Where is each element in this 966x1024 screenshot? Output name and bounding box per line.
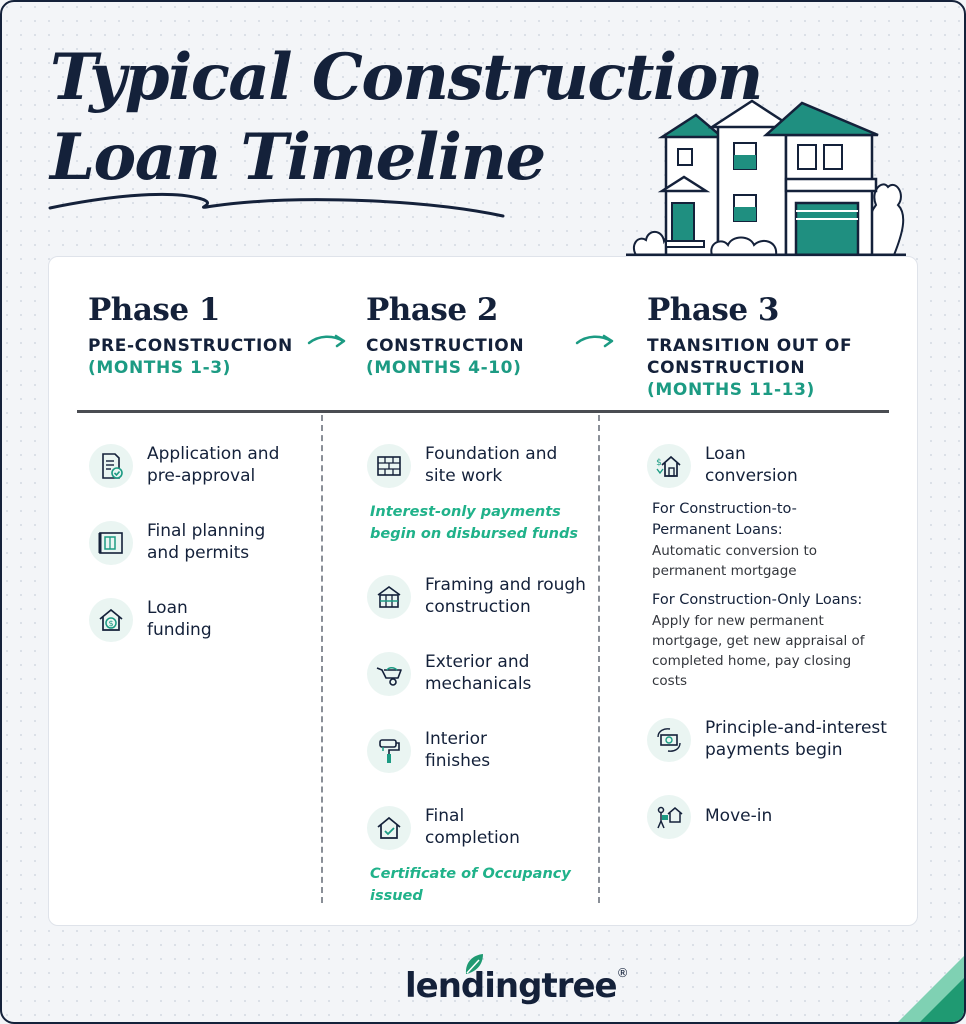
item-label: Final completion — [425, 806, 520, 848]
house-check-icon — [367, 806, 411, 850]
phase-2-subtitle: CONSTRUCTION — [366, 336, 525, 356]
framing-icon — [367, 575, 411, 619]
list-item — [647, 794, 772, 839]
item-label: Application and pre-approval — [147, 444, 280, 486]
list-item — [647, 443, 798, 488]
item-label: Principle-and-interest payments begin — [705, 718, 887, 760]
title-underline — [48, 188, 508, 218]
phase-3-subtitle-2: CONSTRUCTION — [647, 358, 806, 378]
list-item — [367, 574, 586, 619]
item-label: Framing and rough construction — [425, 575, 586, 617]
list-item — [89, 443, 279, 488]
wheelbarrow-icon — [367, 652, 411, 696]
phase-1-months: (MONTHS 1-3) — [88, 358, 232, 378]
item-label: Interior finishes — [425, 729, 491, 771]
item-label: Final planning and permits — [147, 521, 266, 563]
construction-to-permanent-note: For Construction-to- Permanent Loans: Automatic conversion to permanent mortgage — [652, 501, 818, 579]
list-item — [647, 717, 887, 762]
item-label: Foundation and site work — [425, 444, 558, 486]
item-label: Loan conversion — [705, 444, 798, 486]
list-item — [89, 597, 212, 642]
header-divider — [77, 410, 889, 413]
interest-only-note: Interest-only payments begin on disbursed funds — [370, 504, 578, 542]
phase-1-title: Phase 1 — [88, 292, 220, 328]
person-boxes-icon — [647, 795, 691, 839]
timeline-card — [48, 256, 918, 926]
list-item — [367, 443, 557, 488]
brand-logo: lendingtree® — [405, 966, 628, 1006]
title-line-1: Typical Construction — [50, 40, 762, 115]
list-item — [367, 651, 531, 696]
corner-accent — [896, 954, 966, 1024]
column-divider — [598, 415, 600, 903]
item-label: Move-in — [705, 806, 773, 826]
house-illustration — [626, 95, 906, 260]
phase-2-title: Phase 2 — [366, 292, 498, 328]
house-arrows-icon — [647, 444, 691, 488]
item-label: Exterior and mechanicals — [425, 652, 532, 694]
phase-2-months: (MONTHS 4-10) — [366, 358, 522, 378]
arrow-right-icon — [575, 331, 615, 349]
list-item — [367, 728, 490, 773]
certificate-note: Certificate of Occupancy issued — [370, 866, 571, 904]
phase-3-subtitle-1: TRANSITION OUT OF — [647, 336, 853, 356]
money-cycle-icon — [647, 718, 691, 762]
title-line-2: Loan Timeline — [50, 120, 545, 195]
blueprint-icon — [89, 521, 133, 565]
phase-2-header — [366, 291, 524, 379]
house-dollar-icon — [89, 598, 133, 642]
phase-3-header — [647, 291, 852, 401]
svg-text:$: $ — [656, 458, 662, 468]
phase-3-months: (MONTHS 11-13) — [647, 380, 815, 400]
phase-3-title: Phase 3 — [647, 292, 779, 328]
bricks-icon — [367, 444, 411, 488]
document-check-icon — [89, 444, 133, 488]
svg-text:$: $ — [108, 619, 114, 628]
list-item — [89, 520, 265, 565]
column-divider — [321, 415, 323, 903]
construction-only-note: For Construction-Only Loans: Apply for new permanent mortgage, get new appraisal of completed home, pay closing costs — [652, 592, 865, 689]
phase-1-subtitle: PRE-CONSTRUCTION — [88, 336, 293, 356]
phase-1-header — [88, 291, 293, 379]
item-label: Loan funding — [147, 598, 212, 640]
list-item — [367, 805, 520, 850]
paint-roller-icon — [367, 729, 411, 773]
arrow-right-icon — [307, 331, 347, 349]
